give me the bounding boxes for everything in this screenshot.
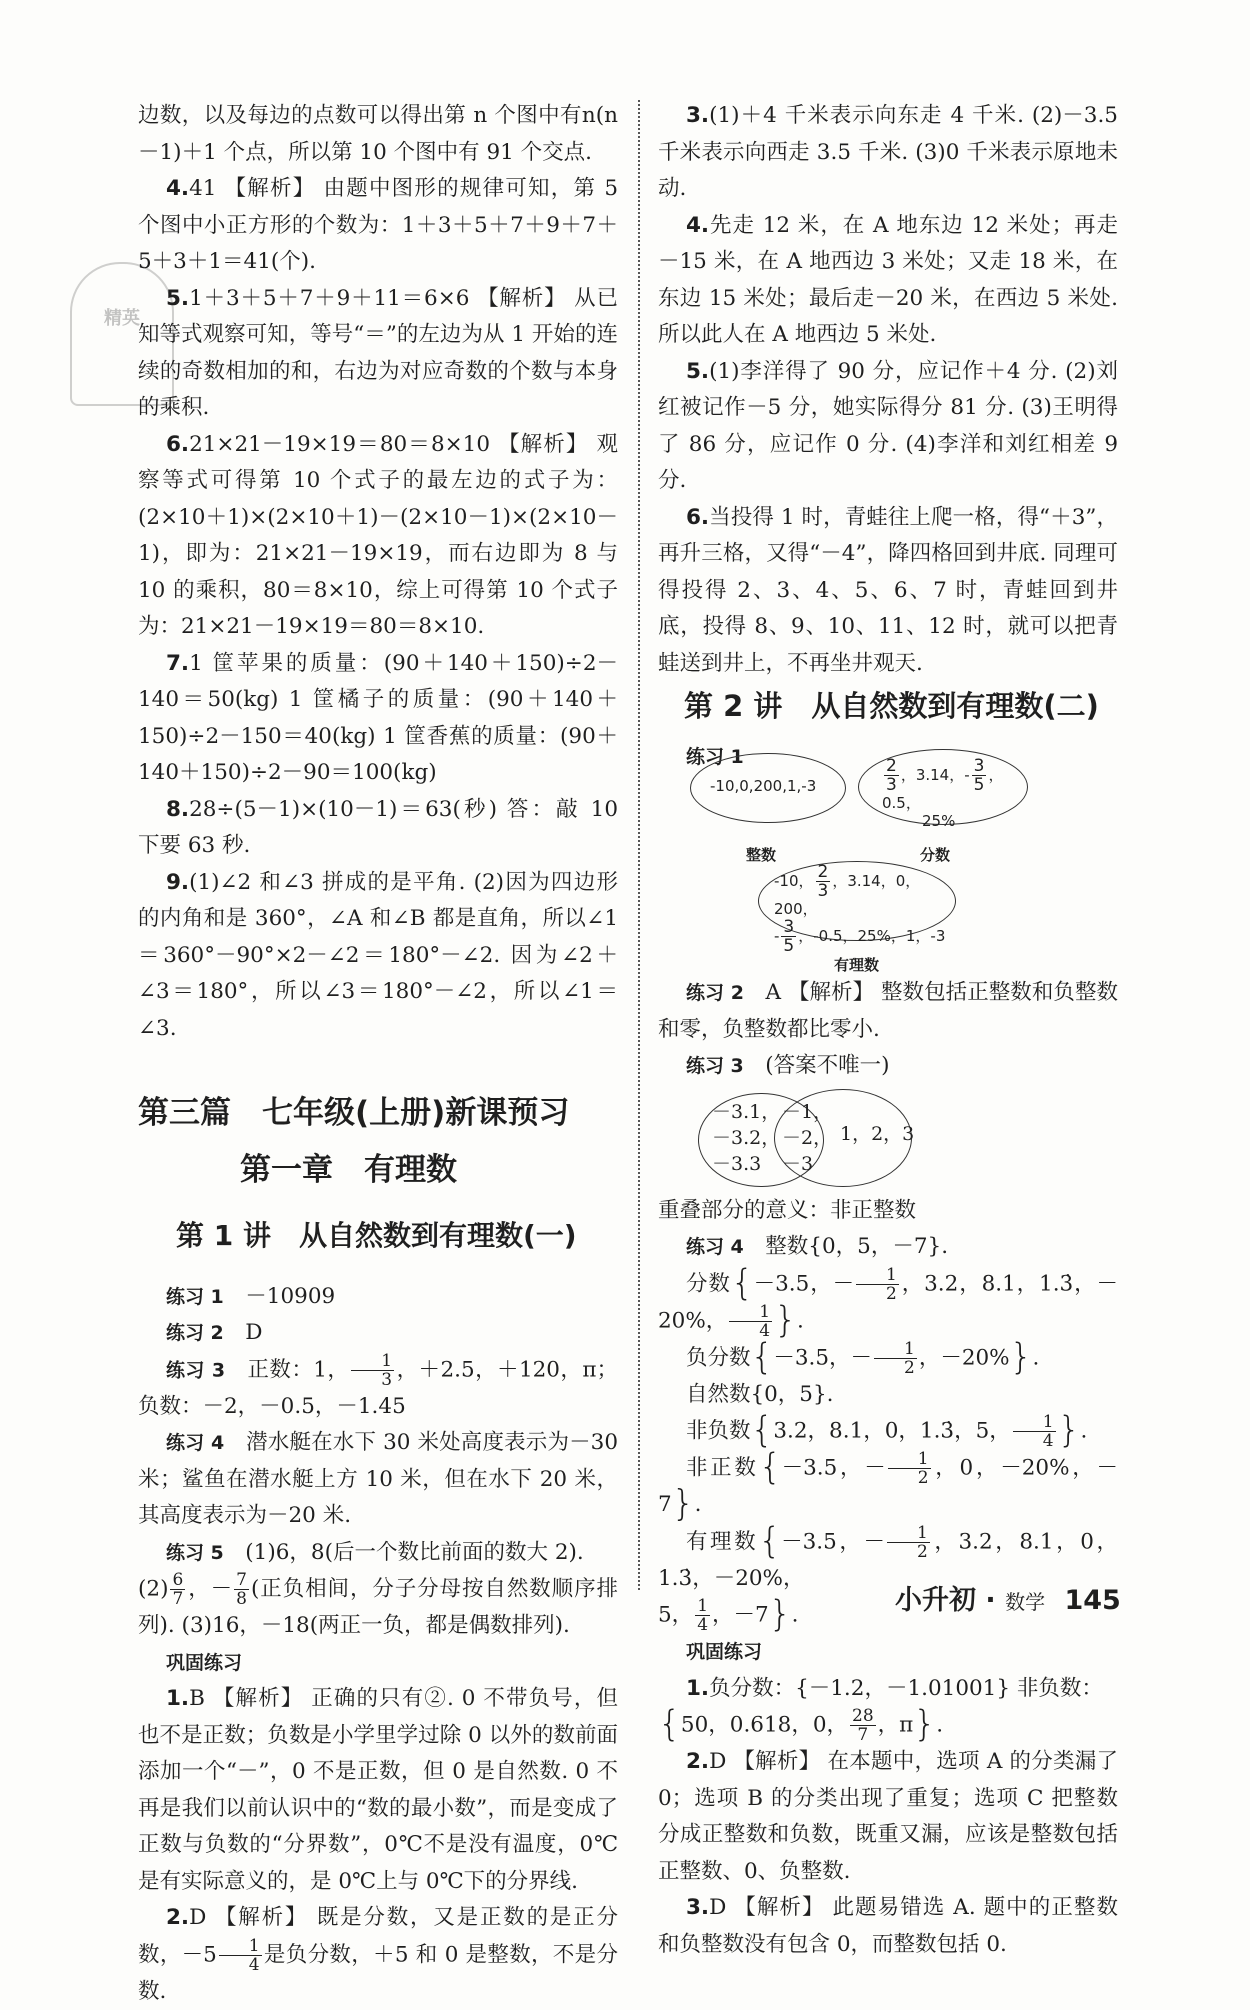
review-3: 3.D 【解析】 此题易错选 A. 题中的正整数和负整数没有包含 0，而整数包括 0. bbox=[658, 1895, 1118, 1957]
page-number: 145 bbox=[1064, 1585, 1121, 1616]
part-title: 第三篇 七年级(上册)新课预习 bbox=[138, 1095, 570, 1131]
answer-5: 5.1＋3＋5＋7＋9＋11＝6×6 【解析】 从已知等式观察可知，等号“＝”的左边为从 1 开始的连续的奇数相加的和，右边为对应奇数的个数与本身的乘积. bbox=[138, 285, 618, 420]
set-fraction: 分数{－3.5，－ $\frac{1}{2}$ ，3.2，8.1，1.3̇，－20%， $\frac{1}{4}$ }. bbox=[658, 1262, 1118, 1341]
answer-4: 4.先走 12 米，在 A 地东边 12 米处；再走－15 米，在 A 地西边 3 米处；又走 18 米，在东边 15 米处；最后走－20 米，在西边 5 米处. 所以此人在 A 地西边 5 米处. bbox=[658, 212, 1118, 347]
rational-set: -10， $\frac{2}{3}$ ，3.14，0，200， - $\frac{3}{5}$ ，-0.5，25%，1，-3 bbox=[774, 862, 946, 956]
fraction: $\frac{1}{4}$ bbox=[729, 1303, 772, 1340]
exercise-4: 练习 4 潜水艇在水下 30 米处高度表示为－30米；鲨鱼在潜水艇上方 10 米，但在水下 20 米，其高度表示为－20 米. bbox=[138, 1430, 618, 1528]
venn-diagram-integers bbox=[658, 1089, 1118, 1189]
set-rational: 有理数{－3.5，－ $\frac{1}{2}$ ，3.2，8.1，0，1.3̇，－20%， bbox=[658, 1520, 1118, 1591]
review-heading: 巩固练习 bbox=[685, 1641, 762, 1663]
separator-dot: · bbox=[985, 1585, 996, 1616]
fraction: $\frac{6}{7}$ bbox=[172, 1570, 184, 1609]
watermark-stamp: 精英 bbox=[70, 262, 174, 406]
fraction: $\frac{1}{4}$ bbox=[219, 1937, 262, 1974]
right-set: 1，2，3 bbox=[840, 1122, 915, 1145]
fraction: $\frac{1}{2}$ bbox=[887, 1524, 930, 1561]
exercise-1: 练习 1 bbox=[685, 745, 744, 768]
answer-6: 6.当投得 1 时，青蛙往上爬一格，得“＋3”，再升三格，又得“－4”，降四格回到井底. 同理可得投得 2、3、4、5、6、7 时，青蛙回到井底，投得 8、9、10、11、12 时，就可以把青蛙送到井上，不再坐井观天. bbox=[658, 504, 1118, 676]
set-non-positive: 非正数{－3.5，－ $\frac{1}{2}$ ，0，－20%，－7}. bbox=[658, 1446, 1118, 1524]
lecture-title: 第 1 讲 从自然数到有理数(一) bbox=[176, 1219, 577, 1252]
fraction: $\frac{1}{3}$ bbox=[351, 1352, 394, 1389]
paragraph: 边数，以及每边的点数可以得出第 n 个图中有n(n－1)＋1 个点，所以第 10 个图中有 91 个交点. bbox=[138, 103, 618, 165]
overlap-meaning: 重叠部分的意义：非正整数 bbox=[658, 1197, 917, 1223]
answer-8: 8.28÷(5－1)×(10－1)＝63(秒) 答：敲 10 下要 63 秒. bbox=[138, 796, 618, 858]
column-divider bbox=[638, 100, 640, 1590]
review-2: 2.D 【解析】 在本题中，选项 A 的分类漏了 0；选项 B 的分类出现了重复；选项 C 把整数分成正整数和负数，既重又漏，应该是整数包括正整数、0、负整数. bbox=[658, 1749, 1118, 1884]
answer-3: 3.(1)＋4 千米表示向东走 4 千米. (2)－3.5 千米表示向西走 3.5 千米. (3)0 千米表示原地未动. bbox=[658, 103, 1118, 201]
review-1-cont: {50，0.618，0， $\frac{28}{7}$ ，π}. bbox=[658, 1703, 944, 1745]
exercise-5-cont: (2) $\frac{6}{7}$ ，－ $\frac{7}{8}$ (正负相间，分子分母按自然数顺序排列). (3)16，－18(两正一负，都是偶数排列). bbox=[138, 1570, 618, 1638]
answer-7: 7.1 筐苹果的质量：(90＋140＋150)÷2－140＝50(kg) 1 筐橘子的质量：(90＋140＋150)÷2－150＝40(kg) 1 筐香蕉的质量：(90＋140＋150)÷2－90＝100(kg) bbox=[138, 650, 618, 785]
exercise-3: 练习 3 正数：1， $\frac{1}{3}$ ，＋2.5，＋120，π； 负数：－2，－0.5，－1.45 bbox=[138, 1350, 618, 1419]
answer-4: 4.41 【解析】 由题中图形的规律可知，第 5 个图中小正方形的个数为：1＋3＋5＋7＋9＋7＋5＋3＋1＝41(个). bbox=[138, 176, 618, 274]
set-natural: 自然数{0，5}. bbox=[685, 1381, 834, 1407]
answer-9: 9.(1)∠2 和∠3 拼成的是平角. (2)因为四边形的内角和是 360°，∠A 和∠B 都是直角，所以∠1＝360°－90°×2－∠2＝180°－∠2. 因为∠2＋∠3＝180°，所以∠3＝180°－∠2，所以∠1＝∠3. bbox=[138, 869, 618, 1041]
left-set: －3.1， －3.2， －3.3 bbox=[712, 1100, 781, 1175]
review-2: 2.D 【解析】 既是分数，又是正数的是正分数，－5 $\frac{1}{4}$ 是负分数，＋5 和 0 是整数，不是分数. bbox=[138, 1905, 618, 2004]
review-heading: 巩固练习 bbox=[165, 1651, 242, 1674]
right-column bbox=[658, 98, 1121, 1963]
answer-5: 5.(1)李洋得了 90 分，应记作＋4 分. (2)刘红被记作－5 分，她实际得分 81 分. (3)王明得了 86 分，应记作 0 分. (4)李洋和刘红相差 9 分. bbox=[658, 358, 1118, 493]
fraction: $\frac{7}{8}$ bbox=[236, 1570, 247, 1609]
fraction: $\frac{2}{3}$ bbox=[886, 756, 897, 795]
answer-6: 6.21×21－19×19＝80＝8×10 【解析】 观察等式可得第 10 个式子的最左边的式子为：(2×10＋1)×(2×10＋1)－(2×10－1)×(2×10－1)，即为：21×21－19×19，而右边即为 8 与 10 的乘积，80＝8×10，综上可得第 10 个式子为：21×21－19×19＝80＝8×10. bbox=[138, 431, 618, 639]
fraction: $\frac{3}{5}$ bbox=[783, 917, 795, 956]
set-non-negative: 非负数{3.2，8.1，0，1.3̇，5， $\frac{1}{4}$ }. bbox=[685, 1409, 1088, 1451]
brand-label: 小升初 bbox=[895, 1585, 976, 1616]
exercise-2: 练习 2 A 【解析】 整数包括正整数和负整数和零，负整数都比零小. bbox=[658, 980, 1118, 1042]
overlap-set: －1， －2， －3 bbox=[782, 1100, 833, 1175]
integer-set: -10,0,200,1,-3 bbox=[710, 777, 817, 795]
fraction: $\frac{1}{4}$ bbox=[1013, 1413, 1056, 1450]
subject-label: 数学 bbox=[1005, 1590, 1046, 1614]
exercise-2: 练习 2 D bbox=[165, 1320, 263, 1345]
rational-caption: 有理数 bbox=[834, 956, 880, 974]
review-1: 1.B 【解析】 正确的只有②. 0 不带负号，但也不是正数；负数是小学里学过除 0 以外的数前面添加一个“－”，0 不是正数，但 0 是自然数. 0 不再是我们以前认识中的“数的最小数”，而是变成了正数与负数的“分界数”，0℃不是没有温度，0℃是有实际意义的，是 0℃上与 0℃下的分界线. bbox=[138, 1686, 618, 1894]
set-negative-fraction: 负分数{－3.5，－ $\frac{1}{2}$ ，－20%}. bbox=[685, 1336, 1040, 1378]
set-rational-cont: 5， $\frac{1}{4}$ ，－7}. bbox=[658, 1593, 799, 1635]
exercise-3: 练习 3 (答案不唯一) bbox=[685, 1053, 890, 1078]
fraction: $\frac{28}{7}$ bbox=[852, 1706, 874, 1745]
lecture-title: 第 2 讲 从自然数到有理数(二) bbox=[684, 689, 1099, 723]
fraction: $\frac{1}{2}$ bbox=[874, 1340, 917, 1377]
fraction-set: $\frac{2}{3}$ ，3.14，- $\frac{3}{5}$ ，0.5， 25% bbox=[882, 756, 1004, 830]
fraction: $\frac{2}{3}$ bbox=[817, 862, 829, 901]
chapter-title: 第一章 有理数 bbox=[240, 1151, 457, 1188]
fraction: $\frac{3}{5}$ bbox=[973, 756, 985, 795]
exercise-4: 练习 4 整数{0，5，－7}. bbox=[685, 1234, 949, 1259]
exercise-5: 练习 5 (1)6，8(后一个数比前面的数大 2). bbox=[165, 1539, 584, 1565]
fraction: $\frac{1}{4}$ bbox=[697, 1596, 709, 1635]
fraction: $\frac{1}{2}$ bbox=[856, 1266, 899, 1303]
integer-caption: 整数 bbox=[746, 846, 777, 864]
left-column bbox=[138, 98, 618, 2010]
fraction-caption: 分数 bbox=[920, 846, 951, 864]
page-footer bbox=[895, 1578, 1121, 1617]
exercise-1: 练习 1 －10909 bbox=[165, 1283, 336, 1309]
review-1: 1.负分数：{－1.2，－1.01001} 非负数： bbox=[685, 1675, 1103, 1701]
fraction: $\frac{1}{2}$ bbox=[888, 1450, 931, 1487]
